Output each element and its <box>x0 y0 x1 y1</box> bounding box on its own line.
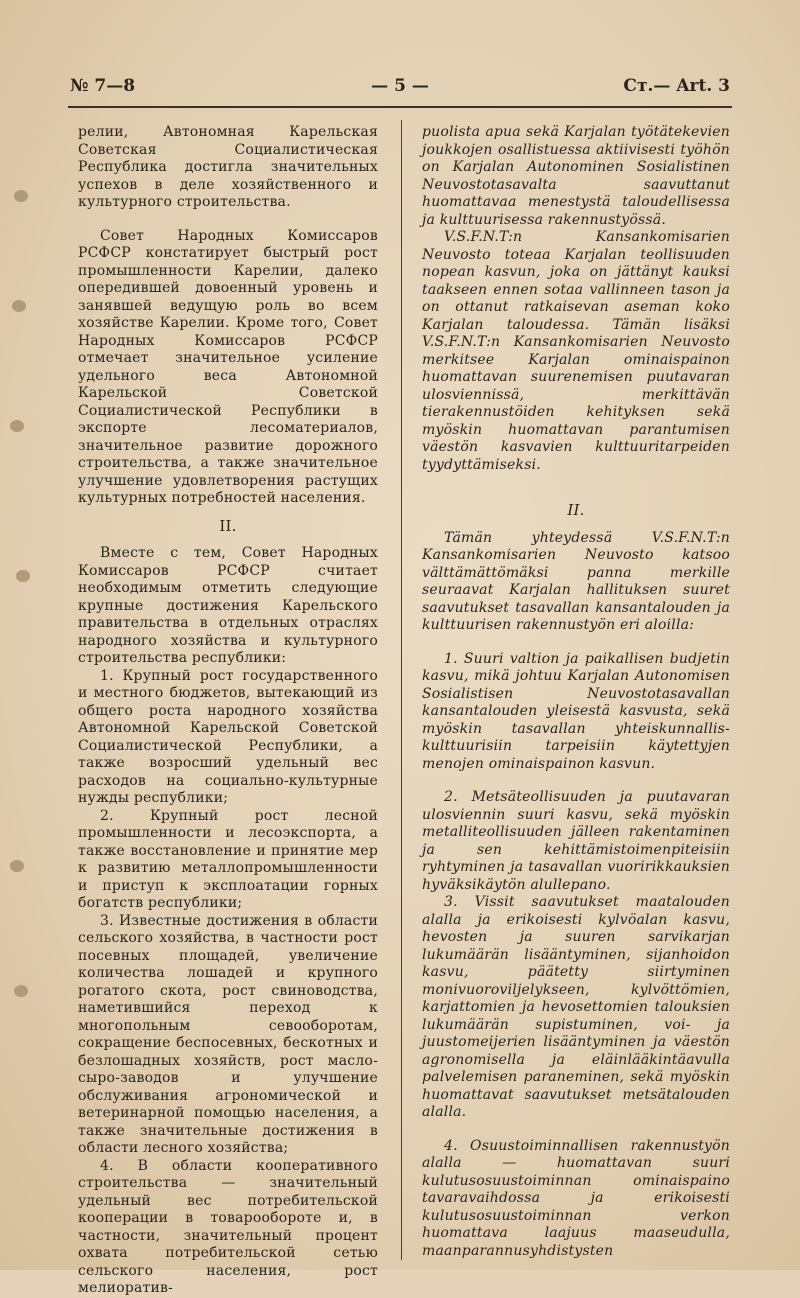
column-divider <box>401 120 402 1260</box>
russian-column <box>78 124 378 1298</box>
page-number: — 5 — <box>371 76 429 96</box>
finnish-paragraph-1: puolista apua sekä Karjalan työtätekevien joukkojen osallistuessa aktiivisesti työhön on Karjalan Autonominen Sosialistinen Neuvostotasavalta saavuttanut huomattavaa menestystä taloudellisessa ja kulttuurisessa rakennustyössä. <box>422 124 730 228</box>
russian-paragraph-1: релии, Автономная Карельская Советская Социалистическая Республика достигла значительных успехов в деле хозяйственного и культурного строительства. <box>78 124 378 210</box>
article-number: Ст.— Art. 3 <box>623 76 730 96</box>
header-rule <box>68 106 732 108</box>
issue-number: № 7—8 <box>70 76 136 96</box>
binding-hole <box>12 300 26 312</box>
finnish-item-2: 2. Metsäteollisuuden ja puutavaran ulosviennin suuri kasvu, sekä myöskin metalliteollisuuden jälleen rakentaminen ja sen kehittämistoimenpiteisiin ryhtyminen ja tasavallan vuoririkkauksien hyväksikäytön alullepano. <box>422 789 730 893</box>
finnish-section-heading: II. <box>567 501 585 519</box>
finnish-item-1: 1. Suuri valtion ja paikallisen budjetin kasvu, mikä johtuu Karjalan Autonomisen Sosialistisen Neuvostotasavallan kansantalouden yleisestä kasvusta, sekä myöskin tasavallan yhteiskunnallis-kulttuurisiin tarpeisiin käytettyjen menojen ominaispainon kasvun. <box>422 650 730 772</box>
page-header <box>70 76 730 102</box>
binding-hole <box>10 420 24 432</box>
finnish-paragraph-2: V.S.F.N.T:n Kansankomisarien Neuvosto toteaa Karjalan teollisuuden nopean kasvun, joka on jättänyt kauksi taakseen ennen sotaa vallinneen tason ja on ottanut ratkaisevan aseman koko Karjalan taloudessa. Tämän lisäksi V.S.F.N.T:n Kansankomisarien Neuvosto merkitsee Karjalan ominaispainon huomattavan suurenemisen puutavaran ulosviennissä, merkittävän tierakennustöiden kehityksen sekä myöskin huomattavan parantumisen väestön kasvavien kulttuuritarpeiden tyydyttämiseksi. <box>422 229 730 473</box>
finnish-item-3: 3. Vissit saavutukset maatalouden alalla ja erikoisesti kylvöalan kasvu, hevosten ja suuren sarvikarjan lukumäärän lisääntyminen, sijanhoidon kasvu, päätetty siirtyminen monivuoroviljelykseen, kylvöttömien, karjattomien ja hevosettomien talouksien lukumäärän supistuminen, voi- ja juustomeijerien lisääntyminen ja väestön agronomisella ja eläinlääkintäavulla palvelemisen paraneminen, sekä myöskin huomattavat saavutukset metsätalouden alalla. <box>422 894 730 1120</box>
binding-hole <box>16 570 30 582</box>
binding-hole <box>14 190 28 202</box>
russian-paragraph-3: Вместе с тем, Совет Народных Комиссаров РСФСР считает необходимым отметить следующие крупные достижения Карельского правительства в отдельных отраслях народного хозяйства и культурного строительства республики: <box>78 545 378 666</box>
binding-hole <box>14 985 28 997</box>
russian-item-3: 3. Известные достижения в области сельского хозяйства, в частности рост посевных площадей, увеличение количества лошадей и крупного рогатого скота, рост свиноводства, наметившийся переход к многопольным севооборотам, сокращение беспосевных, бескотных и безлошадных хозяйств, рост масло-сыро-заводов и улучшение обслуживания агрономической и ветеринарной помощью населения, а также значительные достижения в области лесного хозяйства; <box>78 912 378 1156</box>
russian-item-4: 4. В области кооперативного строительства — значительный удельный вес потребительской кооперации в товарообороте и, в частности, значительный процент охвата потребительской сетью сельского населения, рост мелиоратив- <box>78 1157 378 1296</box>
binding-hole <box>10 860 24 872</box>
russian-item-2: 2. Крупный рост лесной промышленности и лесоэкспорта, а также восстановление и принятие мер к развитию металлопромышленности и приступ к эксплоатации горных богатств республики; <box>78 807 378 911</box>
russian-item-1: 1. Крупный рост государственного и местного бюджетов, вытекающий из общего роста народного хозяйства Автономной Карельской Советской Социалистической Республики, а также возросший удельный вес расходов на социально-культурные нужды республики; <box>78 667 378 806</box>
finnish-paragraph-3: Tämän yhteydessä V.S.F.N.T:n Kansankomisarien Neuvosto katsoo välttämättömäksi panna merkille seuraavat Karjalan hallituksen suuret saavutukset tasavallan kansantalouden ja kulttuurisen rakennustyön eri aloilla: <box>422 529 730 633</box>
russian-paragraph-2: Совет Народных Комиссаров РСФСР констатирует быстрый рост промышленности Карелии, далеко опередившей довоенный уровень и занявшей ведущую роль во всем хозяйстве Карелии. Кроме того, Совет Народных Комиссаров РСФСР отмечает значительное усиление удельного веса Автономной Карельской Советской Социалистической Республики в экспорте лесоматериалов, значительное развитие дорожного строительства, а также значительное улучшение удовлетворения растущих культурных потребностей населения. <box>78 227 378 506</box>
russian-section-heading: II. <box>219 516 237 535</box>
finnish-item-4: 4. Osuustoiminnallisen rakennustyön alalla — huomattavan suuri kulutusosuustoiminnan ominaispaino tavaravaihdossa ja erikoisesti kulutusosuustoiminnan verkon huomattava laajuus maaseudulla, maanparannusyhdistysten <box>422 1137 730 1259</box>
finnish-column <box>422 124 730 1260</box>
